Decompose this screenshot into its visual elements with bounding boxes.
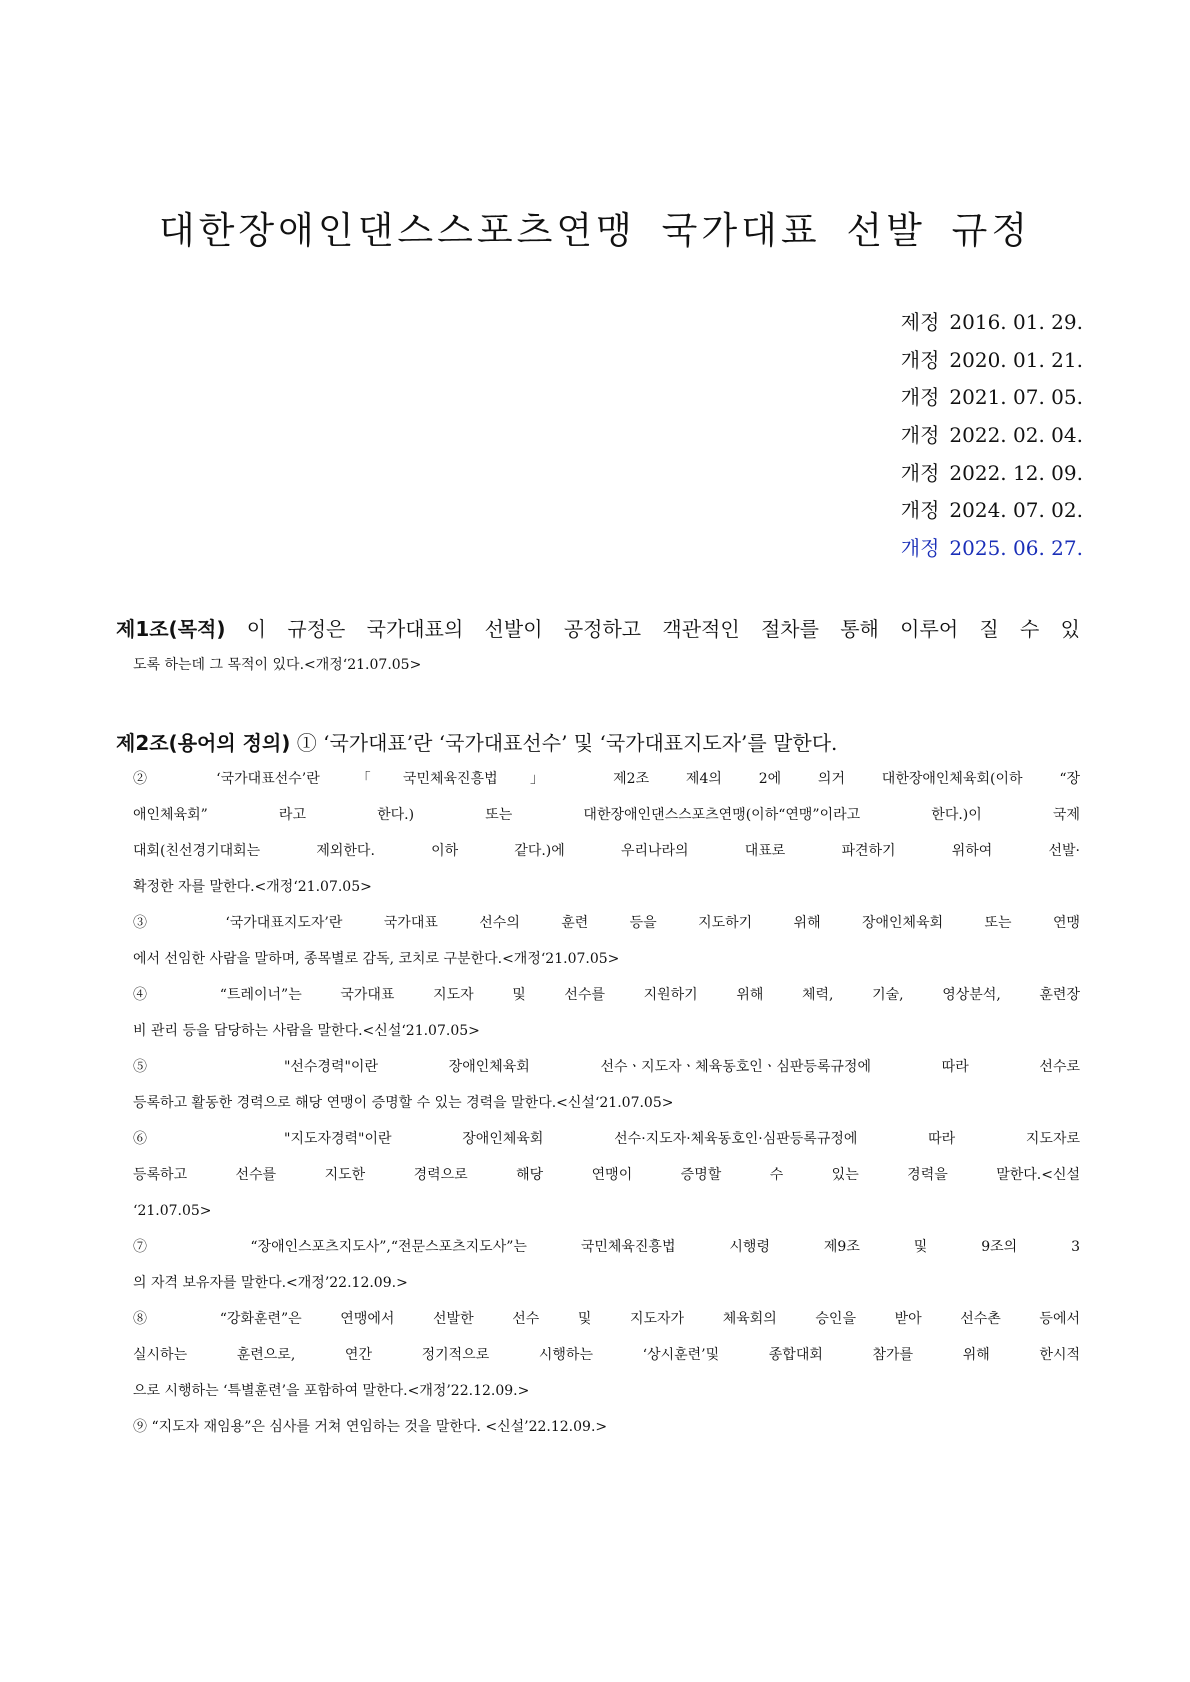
revision-kind: 개정 bbox=[900, 536, 940, 561]
definition-line: 애인체육회” 라고 한다.) 또는 대한장애인댄스스포츠연맹(이하“연맹”이라고 한다.)이 국제 bbox=[133, 807, 1080, 823]
definition-line: 비 관리 등을 담당하는 사람을 말한다.<신설‘21.07.05> bbox=[133, 1023, 480, 1039]
definition-line: ⑧ “강화훈련”은 연맹에서 선발한 선수 및 지도자가 체육회의 승인을 받아 선수촌 등에서 bbox=[133, 1311, 1080, 1327]
article-heading: 제2조(용어의 정의) bbox=[116, 731, 291, 755]
article-2-definitions bbox=[116, 725, 1080, 1445]
article-1-purpose bbox=[116, 611, 1080, 683]
revision-kind: 개정 bbox=[900, 498, 940, 523]
revision-date: 2016. 01. 29. bbox=[949, 310, 1083, 334]
definition-line: ‘21.07.05> bbox=[133, 1203, 212, 1219]
definition-line: 확정한 자를 말한다.<개정‘21.07.05> bbox=[133, 879, 372, 895]
revision-kind: 개정 bbox=[900, 347, 940, 372]
definition-line: ⑤ "선수경력"이란 장애인체육회 선수ㆍ지도자ㆍ체육동호인ㆍ심판등록규정에 따라 선수로 bbox=[133, 1059, 1081, 1075]
revision-row bbox=[683, 304, 1083, 342]
revision-kind: 개정 bbox=[900, 423, 940, 448]
article-line bbox=[116, 725, 1080, 761]
revision-row bbox=[683, 417, 1083, 455]
definition-line: ⑨ “지도자 재임용”은 심사를 거쳐 연임하는 것을 말한다. <신설’22.12.09.> bbox=[133, 1419, 608, 1435]
revision-row bbox=[683, 379, 1083, 417]
definition-line: ⑦ “장애인스포츠지도사”,“전문스포츠지도사”는 국민체육진흥법 시행령 제9조 및 9조의 3 bbox=[133, 1239, 1080, 1255]
article-heading: 제1조(목적) bbox=[116, 617, 226, 641]
revision-kind: 제정 bbox=[900, 310, 940, 334]
revision-row bbox=[683, 492, 1083, 530]
definition-line: 의 자격 보유자를 말한다.<개정’22.12.09.> bbox=[133, 1275, 408, 1291]
definition-line: 등록하고 선수를 지도한 경력으로 해당 연맹이 증명할 수 있는 경력을 말한다.<신설 bbox=[133, 1167, 1080, 1183]
definition-line: 대회(친선경기대회는 제외한다. 이하 같다.)에 우리나라의 대표로 파견하기 위하여 선발· bbox=[133, 843, 1080, 859]
revision-date: 2021. 07. 05. bbox=[949, 385, 1083, 410]
definition-line: 실시하는 훈련으로, 연간 정기적으로 시행하는 ‘상시훈련’및 종합대회 참가를 위해 한시적 bbox=[133, 1347, 1080, 1363]
definition-line: 으로 시행하는 ‘특별훈련’을 포함하여 말한다.<개정’22.12.09.> bbox=[133, 1383, 530, 1399]
article-line bbox=[116, 611, 1080, 647]
article-line: 도록 하는데 그 목적이 있다.<개정‘21.07.05> bbox=[133, 657, 422, 673]
article-text: ① ‘국가대표’란 ‘국가대표선수’ 및 ‘국가대표지도자’를 말한다. bbox=[290, 731, 838, 755]
article-text: 이 규정은 국가대표의 선발이 공정하고 객관적인 절차를 통해 이루어 질 수 있 bbox=[225, 617, 1080, 641]
document-title: 대한장애인댄스스포츠연맹 국가대표 선발 규정 bbox=[158, 209, 1032, 252]
revision-date: 2022. 12. 09. bbox=[949, 460, 1083, 485]
definition-line: ⑥ "지도자경력"이란 장애인체육회 선수·지도자·체육동호인·심판등록규정에 따라 지도자로 bbox=[133, 1131, 1080, 1147]
definition-line: 등록하고 활동한 경력으로 해당 연맹이 증명할 수 있는 경력을 말한다.<신설‘21.07.05> bbox=[133, 1095, 674, 1111]
revision-date: 2025. 06. 27. bbox=[949, 536, 1083, 561]
definition-line: ② ‘국가대표선수’란 「국민체육진흥법」 제2조 제4의 2에 의거 대한장애인체육회(이하 “장 bbox=[133, 771, 1080, 787]
definition-line: ④ “트레이너”는 국가대표 지도자 및 선수를 지원하기 위해 체력, 기술, 영상분석, 훈련장 bbox=[133, 987, 1080, 1003]
revision-kind: 개정 bbox=[900, 385, 940, 410]
revision-row bbox=[683, 342, 1083, 380]
revision-history bbox=[683, 304, 1083, 568]
definition-line: 에서 선임한 사람을 말하며, 종목별로 감독, 코치로 구분한다.<개정‘21.07.05> bbox=[133, 951, 620, 967]
definition-line: ③ ‘국가대표지도자’란 국가대표 선수의 훈련 등을 지도하기 위해 장애인체육회 또는 연맹 bbox=[133, 915, 1080, 931]
revision-date: 2024. 07. 02. bbox=[949, 498, 1083, 523]
revision-kind: 개정 bbox=[900, 460, 940, 485]
revision-date: 2020. 01. 21. bbox=[949, 347, 1083, 372]
revision-row-latest bbox=[683, 530, 1083, 568]
revision-date: 2022. 02. 04. bbox=[949, 423, 1083, 448]
revision-row bbox=[683, 455, 1083, 493]
